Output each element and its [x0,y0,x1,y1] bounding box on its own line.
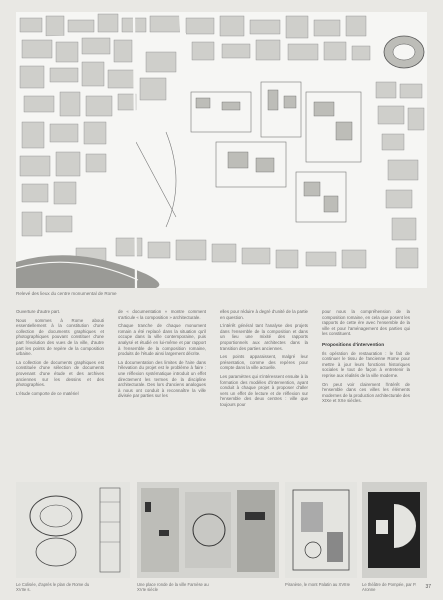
paragraph: Nous sommes à Rome abouti essentiellement à la constitution d'une collection de documents graphiques et photographiques pouvant constituer d'une part l'évolution des vues de la ville, d'autre part les points de repère de la composition urbaine. [16,317,104,357]
paragraph: On peut voir clairement l'intérêt de l'ensemble dans ces villes les éléments modernes de la production architecturale des XIXe et XXe siècles. [322,381,410,404]
thumbnail-theatre-plan [362,482,427,578]
thumbnail-caption: Une place ronde de la ville Farnèse au XVIe siècle [137,582,209,592]
rome-plan-drawing [16,12,427,288]
thumbnail-caption: Piranèse, le mont Palatin au XVIIIe [285,582,350,587]
thumbnail-round-square [137,482,279,578]
thumbnail-colosseum-plan [16,482,130,578]
map-caption: Relevé des lieux du centre monumental de Rome [16,291,117,296]
text-column-3 [220,309,308,411]
paragraph: elles pour réduire à degré d'unité de la partie en question. [220,309,308,320]
section-heading: Propositions d'intervention [322,342,385,348]
paragraph: Ils opération de restauration : le fait de continuer le tissu de l'ancienne Rome pour mettre à jour leurs fonctions historiques sociales le tout de façon à entretenir la reprise aux réalités de la ville moderne. [322,350,410,378]
text-column-1 [16,309,104,399]
paragraph: de « documentation » montre comment s'articule « la composition » architecturale. [118,309,206,320]
paragraph: Les paramètres qui s'intéressent ensuite à la formation des modèles d'intervention, ayant conduit à chaque projet à proposer d'aller vers un effet de lecture et de réflexion sur l'ensemble des deux centres : ville que toujours pour [220,373,308,407]
paragraph: Les points apparaissent, malgré leur présentation, comme des repères pour compte dans la ville actuelle. [220,354,308,371]
paragraph: L'étude comporte de ce matériel [16,390,79,396]
paragraph: L'intérêt général tant l'analyse des projets dans l'ensemble de la composition et dans un lieu une mixité des rapports proportionnels aux architectes dans la transition des parties anciennes. [220,323,308,351]
rome-plan-image [16,12,427,288]
paragraph: Chaque tranche de chaque monument romain a été replacé dans la situation qu'il occupe dans la ville contemporaine, puis analysé et étudié en lui-même et par rapport à l'ensemble de la composition romaine, produits de l'étude ainsi largement décrite. [118,323,206,357]
thumbnail-palatine-plan [285,482,357,578]
paragraph: La collection de documents graphiques est constituée d'une sélection de documents provenant d'une étude et des archives anciennes sur les dessins et des photographies. [16,359,104,388]
page-number: 37 [425,584,431,590]
text-column-4 [322,309,410,407]
paragraph: La documentation des limites de l'aire dans l'élevation du projet est le problème à faire : une réflexion systématique introduit un effet directement les termes de la discipline architecturale. Des lors d'anciens analogues à nous ont conduit à reconnaître la ville divisée par parties sur les [118,359,206,399]
thumbnail-caption: Le Colisée, d'après le plan de Rome du XVIIe s. [16,582,90,592]
paragraph: Ouverture d'autre part. [16,309,61,314]
text-column-2 [118,309,206,402]
thumbnail-caption: Le théâtre de Pompée, par P. Aronne [362,582,417,592]
paragraph: pour nous la compréhension de la composition romaine, en cela que posent les rapports de cette ère avec l'ensemble de la ville et pour l'aménagement des parties qui les constituent. [322,309,410,337]
